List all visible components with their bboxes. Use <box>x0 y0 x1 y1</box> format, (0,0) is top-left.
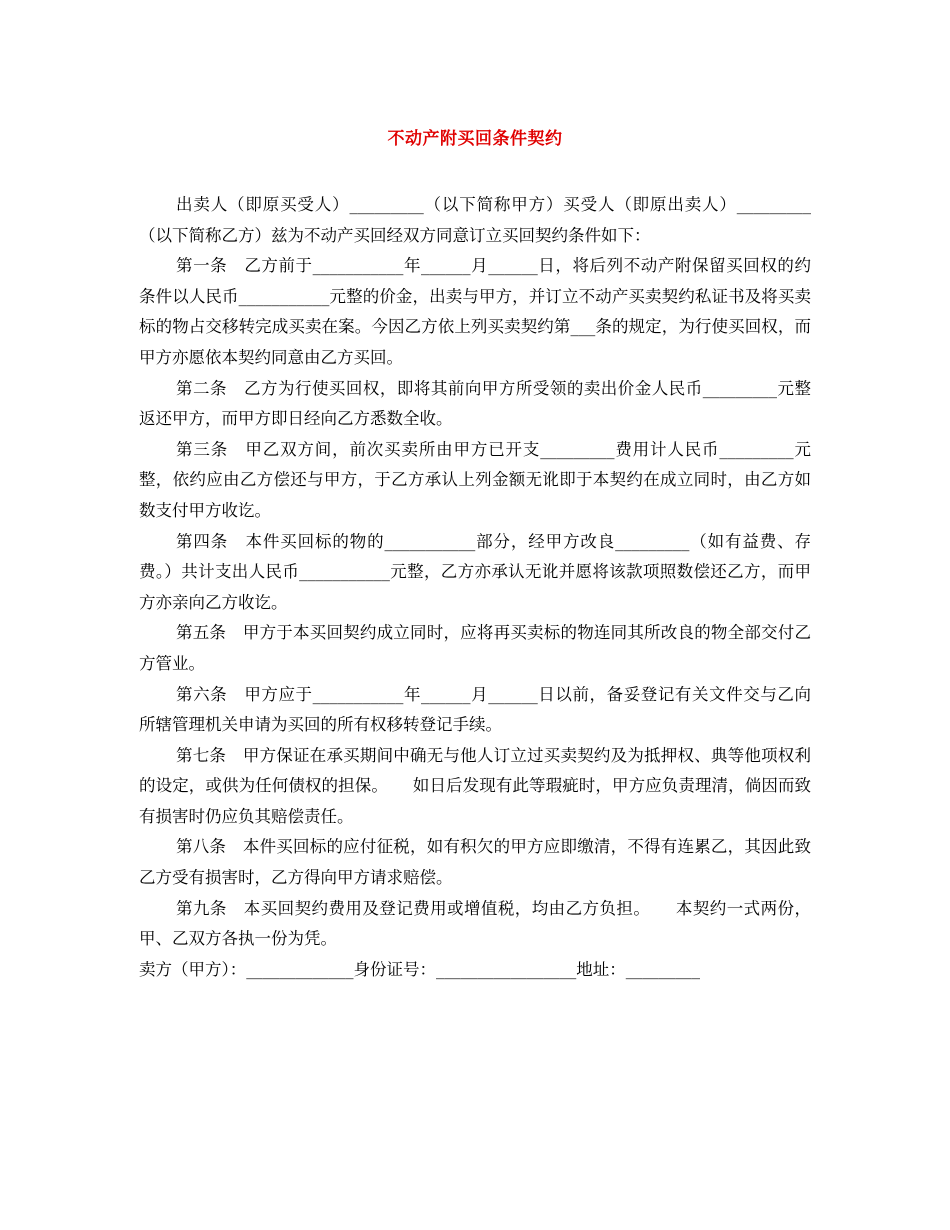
article-2-paragraph: 第二条 乙方为行使买回权，即将其前向甲方所受领的卖出价金人民币_________元整返还甲方，而甲方即日经向乙方悉数全收。 <box>139 378 811 429</box>
seller-signature-line: 卖方（甲方）：_____________身份证号：_________________地址：_________ <box>139 959 700 979</box>
article-7-paragraph: 第七条 甲方保证在承买期间中确无与他人订立过买卖契约及为抵押权、典等他项权利的设定，或供为任何债权的担保。 如日后发现有此等瑕疵时，甲方应负责理清，倘因而致有损害时仍应负其赔偿责任。 <box>139 745 811 826</box>
article-1-paragraph: 第一条 乙方前于___________年______月______日，将后列不动产附保留买回权的约条件以人民币___________元整的价金，出卖与甲方，并订立不动产买卖契约私证书及将买卖标的物占交移转完成买卖在案。今因乙方依上列买卖契约第___条的规定，为行使买回权，而甲方亦愿依本契约同意由乙方买回。 <box>139 256 811 367</box>
article-6-paragraph: 第六条 甲方应于___________年______月______日以前，备妥登记有关文件交与乙向所辖管理机关申请为买回的所有权移转登记手续。 <box>139 684 811 735</box>
article-9-paragraph: 第九条 本买回契约费用及登记费用或增值税，均由乙方负担。 本契约一式两份，甲、乙双方各执一份为凭。 <box>139 898 811 949</box>
article-3-paragraph: 第三条 甲乙双方间，前次买卖所由甲方已开支_________费用计人民币_________元整，依约应由乙方偿还与甲方，于乙方承认上列金额无讹即于本契约在成立同时，由乙方如数支付甲方收讫。 <box>139 439 811 520</box>
article-4-paragraph: 第四条 本件买回标的物的___________部分，经甲方改良_________（如有益费、存费。）共计支出人民币___________元整，乙方亦承认无讹并愿将该款项照数偿还乙方，而甲方亦亲向乙方收讫。 <box>139 531 811 612</box>
article-5-paragraph: 第五条 甲方于本买回契约成立同时，应将再买卖标的物连同其所改良的物全部交付乙方管业。 <box>139 623 811 673</box>
article-8-paragraph: 第八条 本件买回标的应付征税，如有积欠的甲方应即缴清，不得有连累乙，其因此致乙方受有损害时，乙方得向甲方请求赔偿。 <box>139 837 811 888</box>
document-body <box>139 190 811 985</box>
preamble-paragraph: 出卖人（即原买受人）_________（以下简称甲方）买受人（即原出卖人）_________（以下简称乙方）兹为不动产买回经双方同意订立买回契约条件如下： <box>139 195 811 245</box>
document-title: 不动产附买回条件契约 <box>387 129 563 149</box>
